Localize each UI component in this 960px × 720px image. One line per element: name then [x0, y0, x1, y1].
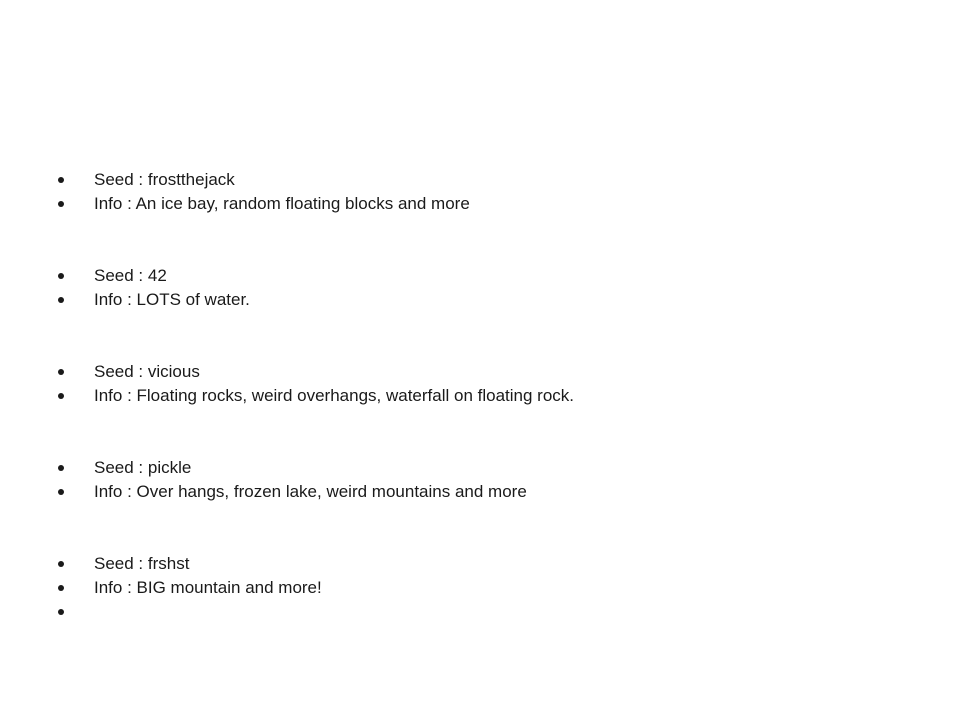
- seed-label: Seed : pickle: [94, 458, 192, 477]
- info-label: Info : Floating rocks, weird overhangs, waterfall on floating rock.: [94, 386, 575, 405]
- seed-item-42: [58, 264, 918, 288]
- info-item-frshst: [58, 576, 918, 600]
- info-item-pickle: [58, 480, 918, 504]
- info-label: Info : LOTS of water.: [94, 290, 250, 309]
- seed-item-pickle: [58, 456, 918, 480]
- seed-item-frshst: [58, 552, 918, 576]
- bullet-icon: [58, 393, 64, 399]
- bullet-icon: [58, 273, 64, 279]
- bullet-icon: [58, 489, 64, 495]
- info-item-42: [58, 288, 918, 312]
- bullet-icon: [58, 609, 64, 615]
- seed-label: Seed : vicious: [94, 362, 200, 381]
- bullet-icon: [58, 585, 64, 591]
- info-label: Info : An ice bay, random floating blocks and more: [94, 194, 470, 213]
- seed-label: Seed : frshst: [94, 554, 190, 573]
- info-label: Info : Over hangs, frozen lake, weird mountains and more: [94, 482, 527, 501]
- seed-item-vicious: [58, 360, 918, 384]
- seed-label: Seed : frostthejack: [94, 170, 235, 189]
- bullet-icon: [58, 201, 64, 207]
- seed-label: Seed : 42: [94, 266, 167, 285]
- bullet-icon: [58, 177, 64, 183]
- bullet-icon: [58, 369, 64, 375]
- seed-item-frostthejack: [58, 168, 918, 192]
- info-item-frostthejack: [58, 192, 918, 216]
- bullet-icon: [58, 561, 64, 567]
- empty-bullet-item: [58, 600, 918, 624]
- bullet-icon: [58, 297, 64, 303]
- seed-list: [58, 168, 918, 624]
- bullet-icon: [58, 465, 64, 471]
- info-item-vicious: [58, 384, 918, 408]
- info-label: Info : BIG mountain and more!: [94, 578, 322, 597]
